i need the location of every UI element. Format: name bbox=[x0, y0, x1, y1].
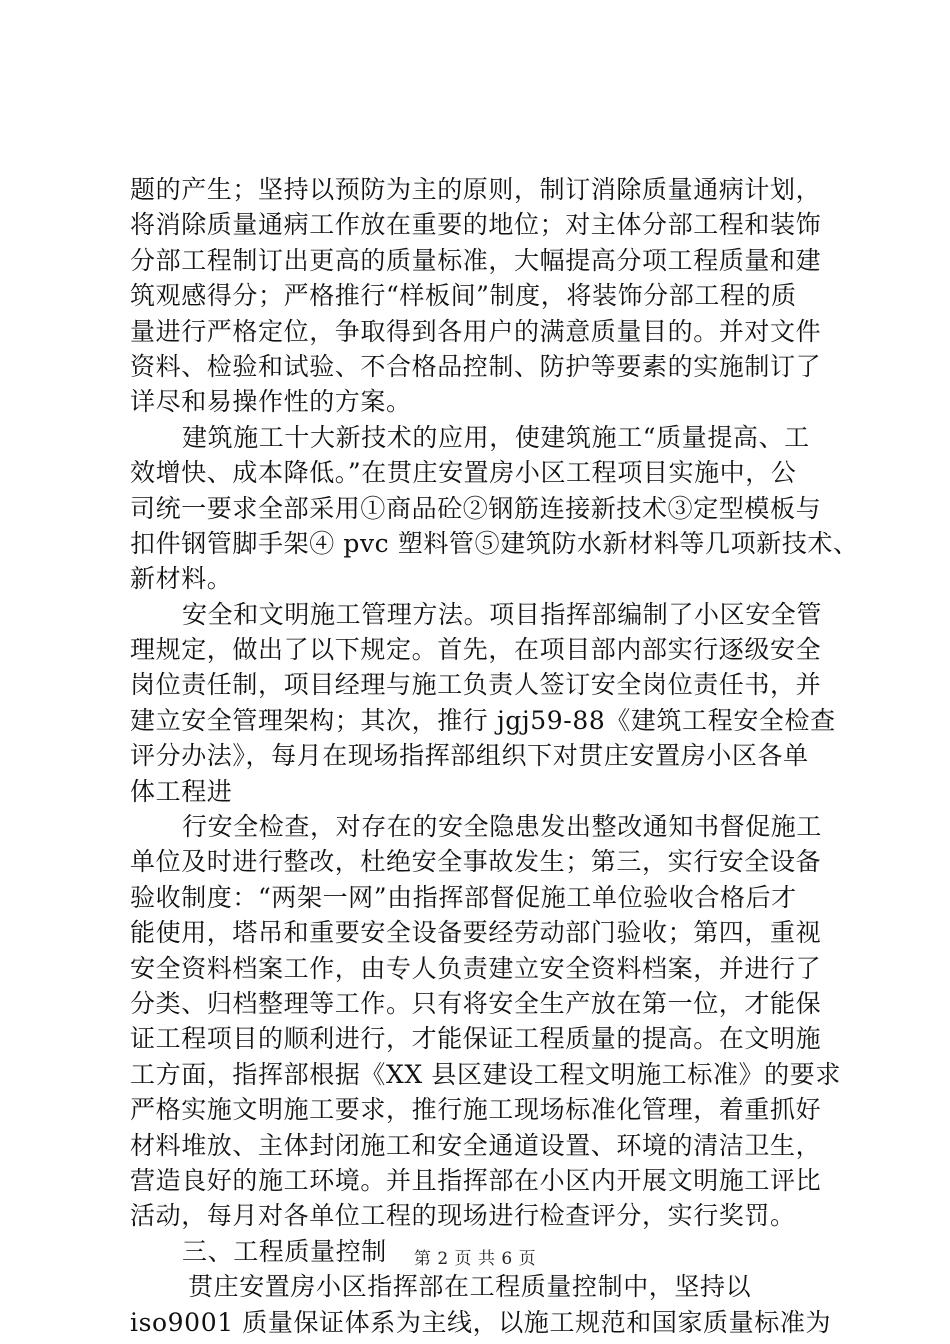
text-line: 营造良好的施工环境。并且指挥部在小区内开展文明施工评比 bbox=[130, 1165, 822, 1195]
text-line: 题的产生；坚持以预防为主的原则，制订消除质量通病计划， bbox=[130, 175, 822, 204]
text-line: 理规定，做出了以下规定。首先，在项目部内部实行逐级安全 bbox=[130, 635, 822, 665]
section-heading: 三、工程质量控制 bbox=[182, 1236, 387, 1266]
page-footer: 第 2 页 共 6 页 bbox=[413, 1249, 537, 1269]
text-line: 岗位责任制，项目经理与施工负责人签订安全岗位责任书，并 bbox=[130, 670, 822, 700]
text-line: 分部工程制订出更高的质量标准，大幅提高分项工程质量和建 bbox=[130, 245, 822, 275]
paragraph-start-line: 安全和文明施工管理方法。项目指挥部编制了小区安全管 bbox=[182, 599, 823, 629]
text-line: 能使用，塔吊和重要安全设备要经劳动部门验收；第四，重视 bbox=[130, 918, 822, 948]
text-line: 建立安全管理架构；其次，推行 jgj59-88《建筑工程安全检查 bbox=[130, 705, 836, 735]
text-line: 严格实施文明施工要求，推行施工现场标准化管理，着重抓好 bbox=[130, 1095, 822, 1125]
text-line: 将消除质量通病工作放在重要的地位；对主体分部工程和装饰 bbox=[130, 210, 822, 240]
text-line: 司统一要求全部采用①商品砼②钢筋连接新技术③定型模板与 bbox=[130, 493, 822, 523]
text-line: 新材料。 bbox=[130, 564, 233, 594]
text-line: 体工程进 bbox=[130, 776, 233, 806]
text-line: 证工程项目的顺利进行，才能保证工程质量的提高。在文明施 bbox=[130, 1024, 822, 1054]
text-line: 筑观感得分；严格推行“样板间”制度，将装饰分部工程的质 bbox=[130, 281, 797, 311]
text-line: 工方面，指挥部根据《XX 县区建设工程文明施工标准》的要求 bbox=[130, 1059, 841, 1089]
document-body bbox=[130, 172, 859, 1340]
text-line: 资料、检验和试验、不合格品控制、防护等要素的实施制订了 bbox=[130, 351, 822, 381]
text-line: 分类、归档整理等工作。只有将安全生产放在第一位，才能保 bbox=[130, 988, 822, 1018]
text-line: 活动，每月对各单位工程的现场进行检查评分，实行奖罚。 bbox=[130, 1201, 796, 1231]
text-line: 单位及时进行整改，杜绝安全事故发生；第三，实行安全设备 bbox=[130, 847, 822, 877]
text-line: 扣件钢管脚手架④ pvc 塑料管⑤建筑防水新材料等几项新技术、 bbox=[130, 528, 859, 558]
text-line: 详尽和易操作性的方案。 bbox=[130, 387, 412, 417]
paragraph-start-line: 建筑施工十大新技术的应用，使建筑施工“质量提高、工 bbox=[182, 422, 810, 452]
paragraph-start-line: 行安全检查，对存在的安全隐患发出整改通知书督促施工 bbox=[182, 812, 823, 842]
text-line: iso9001 质量保证体系为主线，以施工规范和国家质量标准为 bbox=[130, 1307, 832, 1337]
text-line: 效增快、成本降低。”在贯庄安置房小区工程项目实施中，公 bbox=[130, 458, 797, 488]
text-line: 验收制度：“两架一网”由指挥部督促施工单位验收合格后才 bbox=[130, 882, 797, 912]
text-line: 材料堆放、主体封闭施工和安全通道设置、环境的清洁卫生， bbox=[130, 1130, 822, 1160]
paragraph-start-line: 贯庄安置房小区指挥部在工程质量控制中，坚持以 bbox=[188, 1272, 752, 1302]
text-line: 量进行严格定位，争取得到各用户的满意质量目的。并对文件 bbox=[130, 316, 822, 346]
text-line: 评分办法》，每月在现场指挥部组织下对贯庄安置房小区各单 bbox=[130, 741, 809, 771]
text-line: 安全资料档案工作，由专人负责建立安全资料档案，并进行了 bbox=[130, 953, 822, 983]
